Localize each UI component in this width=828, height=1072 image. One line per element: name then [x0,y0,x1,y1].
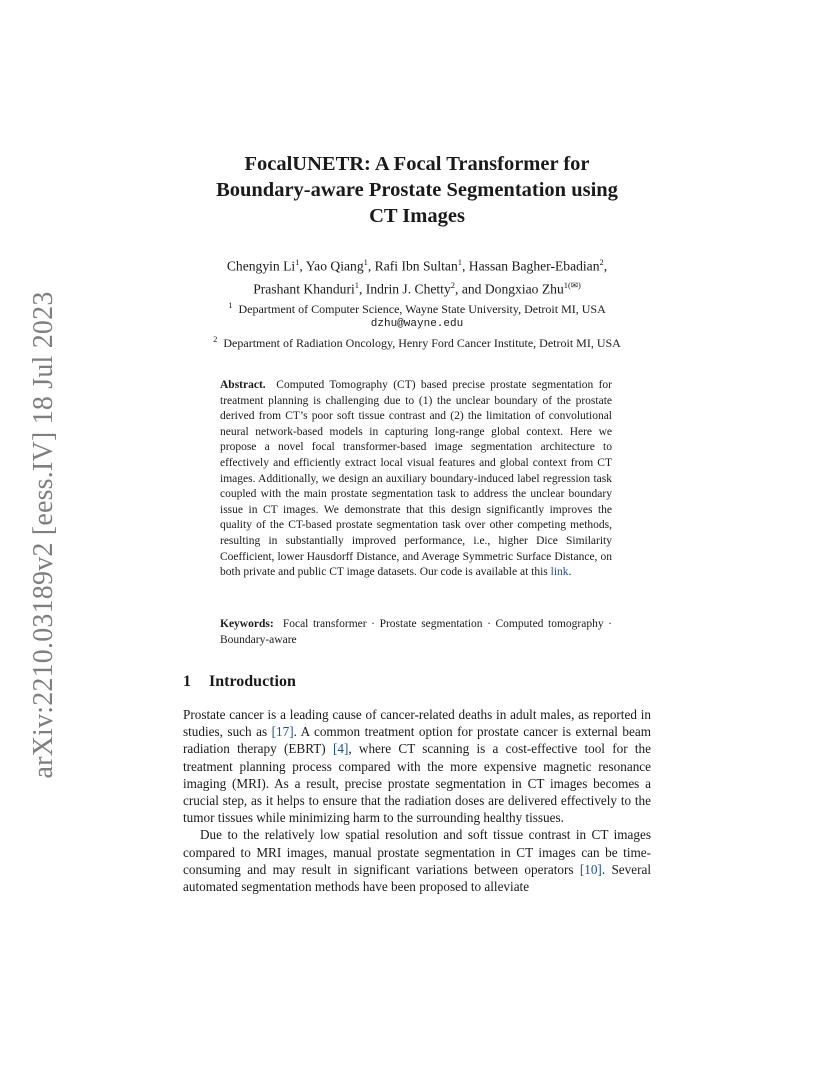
author-name: , Rafi Ibn Sultan [367,258,458,274]
citation-link[interactable]: [10] [579,861,602,877]
affil-mark: 1(✉) [563,279,581,290]
abstract [220,378,612,581]
affiliations [150,298,684,351]
affiliation-text: Department of Radiation Oncology, Henry Ford Cancer Institute, Detroit MI, USA [223,336,621,350]
affil-mark: 2 [213,334,218,344]
paragraph-text: . Several automated segmentation methods have been proposed to alleviate [183,861,651,895]
citation-link[interactable]: [4] [332,741,349,757]
keywords [220,617,612,648]
paper-title [150,151,684,229]
affiliation-1 [150,298,684,317]
paragraph-text: . A common treatment option for prostate cancer is external beam radiation therapy (EBRT) [183,724,651,757]
arxiv-stamp: arXiv:2210.03189v2 [eess.IV] 18 Jul 2023 [28,291,59,779]
author-name: , Hassan Bagher-Ebadian [462,258,600,274]
affil-mark: 1 [354,279,359,290]
section-title: Introduction [209,673,296,690]
introduction-body [183,706,651,895]
section-heading [183,673,296,691]
affiliation-2 [150,332,684,351]
keywords-label: Keywords: [220,618,274,630]
corresponding-email[interactable]: dzhu@wayne.edu [370,318,464,330]
abstract-text: Computed Tomography (CT) based precise prostate segmentation for treatment planning is challenging due to (1) the unclear boundary of the prostate derived from CT’s poor soft tissue contrast and (2) the limitation of convolutional neural network-based models in capturing long-range global context. Here we propose a novel focal transformer-based image segmentation architecture to effectively and efficiently extract local visual features and global context from CT images. Additionally, we design an auxiliary boundary-induced label regression task coupled with the main prostate segmentation task to address the unclear boundary issue in CT images. We demonstrate that this design significantly improves the quality of the CT-based prostate segmentation task over other competing methods, resulting in substantially improved performance, i.e., higher Dice Similarity Coefficient, lower Hausdorff Distance, and Average Symmetric Surface Distance, on both private and public CT image datasets. Our code is available at this [220,379,612,579]
affil-mark: 1 [363,257,368,267]
affil-mark: 1 [457,257,462,267]
code-link[interactable]: link [550,566,569,579]
author-line [150,276,684,299]
affiliation-text: Department of Computer Science, Wayne State University, Detroit MI, USA [238,302,606,316]
title-line: Boundary-aware Prostate Segmentation using [216,179,618,201]
title-line: CT Images [369,205,465,227]
author-line [150,253,684,276]
paragraph-text: Due to the relatively low spatial resolution and soft tissue contrast in CT images compared to MRI images, manual prostate segmentation in CT images can be time-consuming and may result in significant variations between operators [183,827,651,877]
section-number: 1 [183,673,191,690]
keywords-text: Focal transformer · Prostate segmentation · Computed tomography · Boundary-aware [220,618,612,646]
author-name: Chengyin Li [226,258,296,274]
affil-mark: 2 [450,279,456,290]
affil-mark: 2 [599,257,604,267]
paragraph-text: Prostate cancer is a leading cause of cancer-related deaths in adult males, as reported in studies, such as [183,707,651,740]
paragraph [183,706,651,826]
author-list [150,253,684,298]
title-line: FocalUNETR: A Focal Transformer for [244,153,590,175]
abstract-label: Abstract. [220,379,266,391]
affil-mark: 1 [295,257,300,267]
citation-link[interactable]: [17] [271,724,294,740]
abstract-end: . [568,566,572,579]
paragraph [183,826,651,895]
author-separator: , [603,258,608,274]
author-name: , Yao Qiang [299,258,364,274]
author-name: Prashant Khanduri [253,281,355,297]
author-name: , and Dongxiao Zhu [455,281,564,297]
author-name: , Indrin J. Chetty [359,281,451,297]
affil-mark: 1 [228,300,233,310]
paragraph-text: , where CT scanning is a cost-effective tool for the treatment planning process compared with the more expensive magnetic resonance imaging (MRI). As a result, precise prostate segmentation in CT images becomes a crucial step, as it helps to ensure that the radiation doses are delivered effectively to the tumor tissues while minimizing harm to the surrounding healthy tissues. [183,741,652,826]
